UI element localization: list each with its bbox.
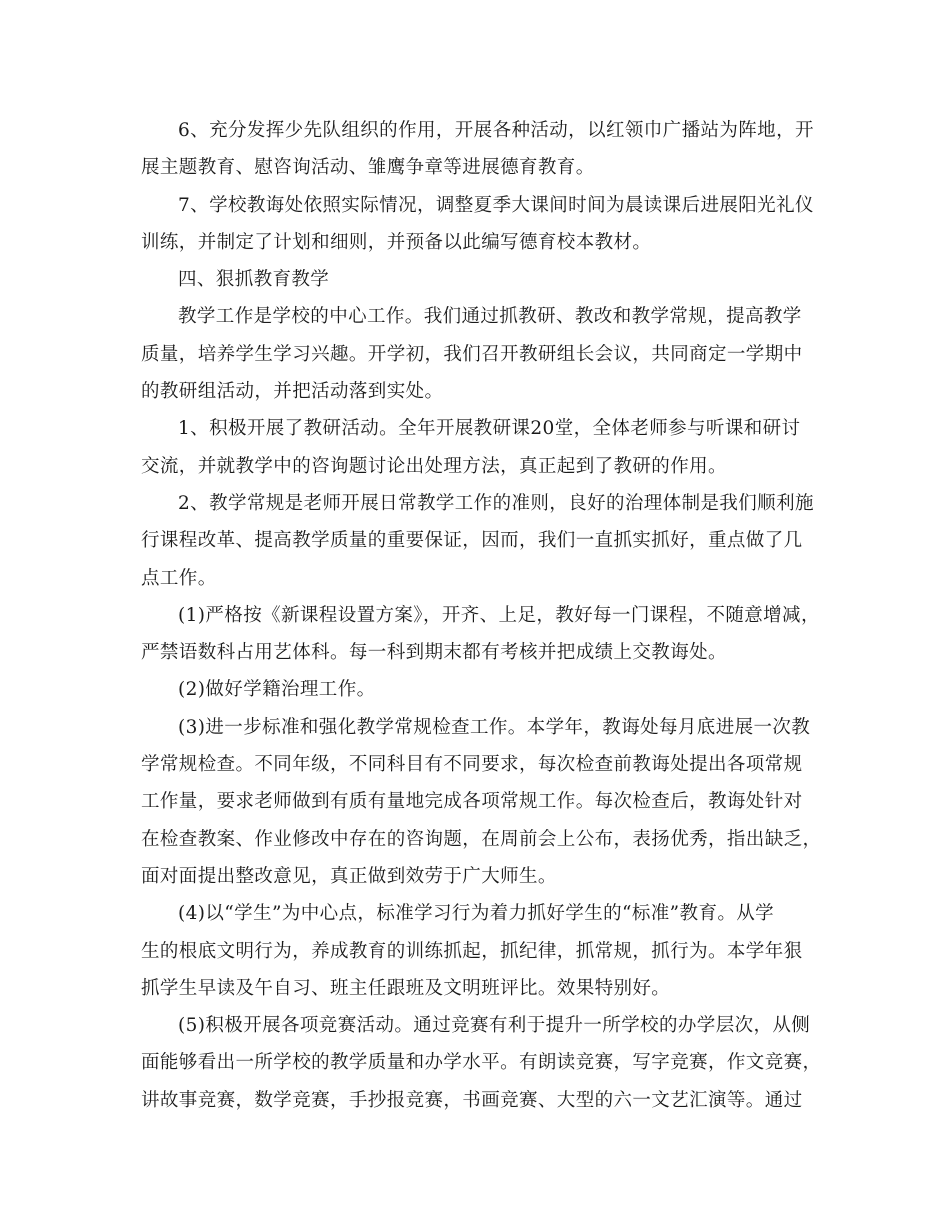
text-line: 质量，培养学生学习兴趣。开学初，我们召开教研组长会议，共同商定一学期中 (141, 343, 803, 365)
text-line: 工作量，要求老师做到有质有量地完成各项常规工作。每次检查后，教诲处针对 (141, 791, 803, 813)
text-line: 6、充分发挥少先队组织的作用，开展各种活动，以红领巾广播站为阵地，开 (178, 120, 814, 141)
document-body (141, 112, 821, 1119)
text-line: 的教研组活动，并把活动落到实处。 (141, 381, 444, 403)
text-line: 7、学校教诲处依照实际情况，调整夏季大课间时间为晨读课后进展阳光礼仪 (178, 194, 814, 216)
text-line: 抓学生早读及午自习、班主任跟班及文明班评比。效果特别好。 (141, 977, 671, 999)
text-line: 生的根底文明行为，养成教育的训练抓起，抓纪律，抓常规，抓行为。本学年狠 (141, 940, 803, 962)
text-line: (2)做好学籍治理工作。 (178, 679, 376, 701)
text-line: (5)积极开展各项竞赛活动。通过竞赛有利于提升一所学校的办学层次，从侧 (178, 1015, 811, 1037)
text-line: 展主题教育、慰咨询活动、雏鹰争章等进展德育教育。 (141, 157, 595, 179)
text-line: 学常规检查。不同年级，不同科目有不同要求，每次检查前教诲处提出各项常规 (141, 754, 803, 776)
text-line: 点工作。 (141, 567, 217, 589)
text-line: 面对面提出整改意见，真正做到效劳于广大师生。 (141, 865, 557, 887)
text-line: 2、教学常规是老师开展日常教学工作的准则，良好的治理体制是我们顺利施 (178, 492, 814, 514)
text-line: (1)严格按《新课程设置方案》，开齐、上足，教好每一门课程，不随意增减， (178, 604, 820, 626)
text-line: 1、积极开展了教研活动。全年开展教研课20堂，全体老师参与听课和研讨 (178, 418, 801, 440)
text-line: 在检查教案、作业修改中存在的咨询题，在周前会上公布，表扬优秀，指出缺乏， (141, 828, 822, 850)
text-line: 讲故事竞赛，数学竞赛，手抄报竞赛，书画竞赛、大型的六一文艺汇演等。通过 (141, 1089, 803, 1111)
text-line: 交流，并就教学中的咨询题讨论出处理方法，真正起到了教研的作用。 (141, 455, 727, 477)
text-line: (3)进一步标准和强化教学常规检查工作。本学年，教诲处每月底进展一次教 (178, 716, 811, 738)
text-line: 训练，并制定了计划和细则，并预备以此编写德育校本教材。 (141, 231, 652, 253)
text-line: 行课程改革、提高教学质量的重要保证，因而，我们一直抓实抓好，重点做了几 (141, 530, 803, 552)
text-line: 四、狠抓教育教学 (178, 269, 330, 291)
text-line: 严禁语数科占用艺体科。每一科到期末都有考核并把成绩上交教诲处。 (141, 642, 727, 664)
text-line: 教学工作是学校的中心工作。我们通过抓教研、教改和教学常规，提高教学 (178, 306, 802, 328)
text-line: 面能够看出一所学校的教学质量和办学水平。有朗读竞赛，写字竞赛，作文竞赛， (141, 1052, 822, 1074)
text-line: (4)以“学生”为中心点，标准学习行为着力抓好学生的“标准”教育。从学 (178, 903, 775, 925)
